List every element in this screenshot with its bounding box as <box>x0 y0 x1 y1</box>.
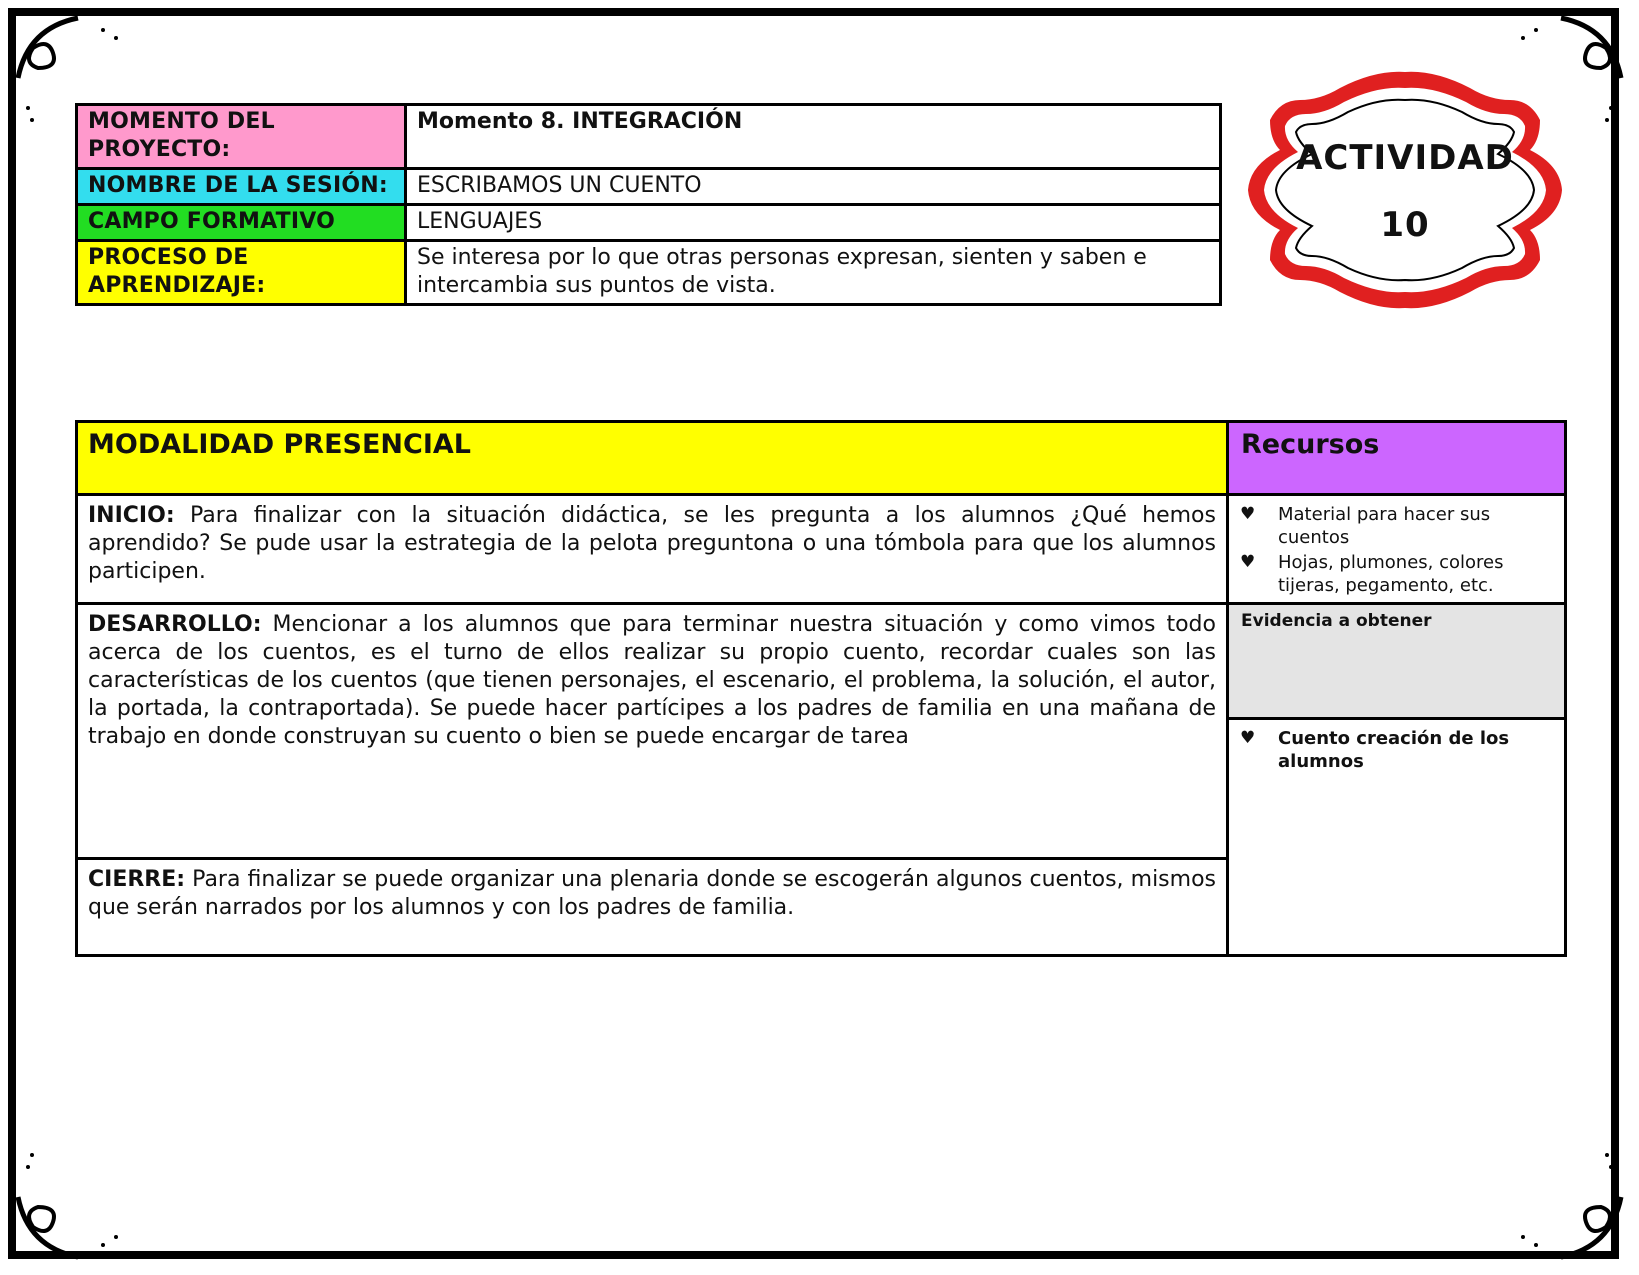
inicio-text: Para finalizar con la situación didáctica, se les pregunta a los alumnos ¿Qué hemos aprendido? Se pude usar la estrategia de la pelota preguntona o una tómbola para que los alumnos participen. <box>88 503 1216 584</box>
label-sesion: NOMBRE DE LA SESIÓN: <box>77 169 406 205</box>
session-plan-table <box>75 420 1567 957</box>
row-momento <box>77 105 1221 169</box>
value-proceso: Se interesa por lo que otras personas expresan, sienten y saben e intercambia sus puntos de vista. <box>406 241 1221 305</box>
cierre-label: CIERRE: <box>88 867 186 892</box>
corner-ornament-icon <box>1511 1147 1631 1267</box>
evidencias-list <box>1230 721 1563 773</box>
list-item: ♥ Material para hacer sus cuentos <box>1240 504 1491 548</box>
session-info-table <box>75 103 1222 306</box>
evidencia-header: Evidencia a obtener <box>1228 604 1566 719</box>
heart-icon: ♥ <box>1240 552 1256 572</box>
cierre-text: Para finalizar se puede organizar una plenaria donde se escogerán algunos cuentos, mismos que serán narrados por los alumnos y con los padres de familia. <box>88 867 1216 920</box>
cierre-section <box>77 859 1228 956</box>
recursos-header: Recursos <box>1228 422 1566 495</box>
heart-icon: ♥ <box>1240 504 1256 524</box>
inicio-section <box>77 495 1228 604</box>
value-sesion: ESCRIBAMOS UN CUENTO <box>406 169 1221 205</box>
row-campo <box>77 205 1221 241</box>
label-proceso: PROCESO DE APRENDIZAJE: <box>77 241 406 305</box>
row-sesion <box>77 169 1221 205</box>
heart-icon: ♥ <box>1240 728 1256 748</box>
activity-badge <box>1240 70 1570 310</box>
inicio-label: INICIO: <box>88 503 175 528</box>
row-proceso <box>77 241 1221 305</box>
desarrollo-text: Mencionar a los alumnos que para terminar nuestra situación y como vimos todo acerca de los cuentos, es el turno de ellos realizar su propio cuento, recordar cuales son las características de los cuentos (que tienen personajes, el escenario, el problema, la solución, el autor, la portada, la contraportada). Se puede hacer partícipes a los padres de familia en una mañana de trabajo en donde construyan su cuento o bien se puede encargar de tarea <box>88 612 1216 749</box>
recursos-list <box>1230 497 1563 597</box>
evidencias-cell <box>1228 719 1566 956</box>
desarrollo-section <box>77 604 1228 859</box>
corner-ornament-icon <box>8 1147 128 1267</box>
badge-frame-icon <box>1240 70 1570 310</box>
activity-title: ACTIVIDAD <box>1296 138 1514 178</box>
recursos-cell <box>1228 495 1566 604</box>
value-momento: Momento 8. INTEGRACIÓN <box>406 105 1221 169</box>
value-campo: LENGUAJES <box>406 205 1221 241</box>
modalidad-header: MODALIDAD PRESENCIAL <box>77 422 1228 495</box>
label-momento: MOMENTO DEL PROYECTO: <box>77 105 406 169</box>
list-item: ♥ Hojas, plumones, colores tijeras, pegamento, etc. <box>1240 552 1504 596</box>
label-campo: CAMPO FORMATIVO <box>77 205 406 241</box>
activity-number: 10 <box>1380 205 1430 245</box>
list-item: ♥ Cuento creación de los alumnos <box>1240 728 1510 772</box>
desarrollo-label: DESARROLLO: <box>88 612 262 637</box>
